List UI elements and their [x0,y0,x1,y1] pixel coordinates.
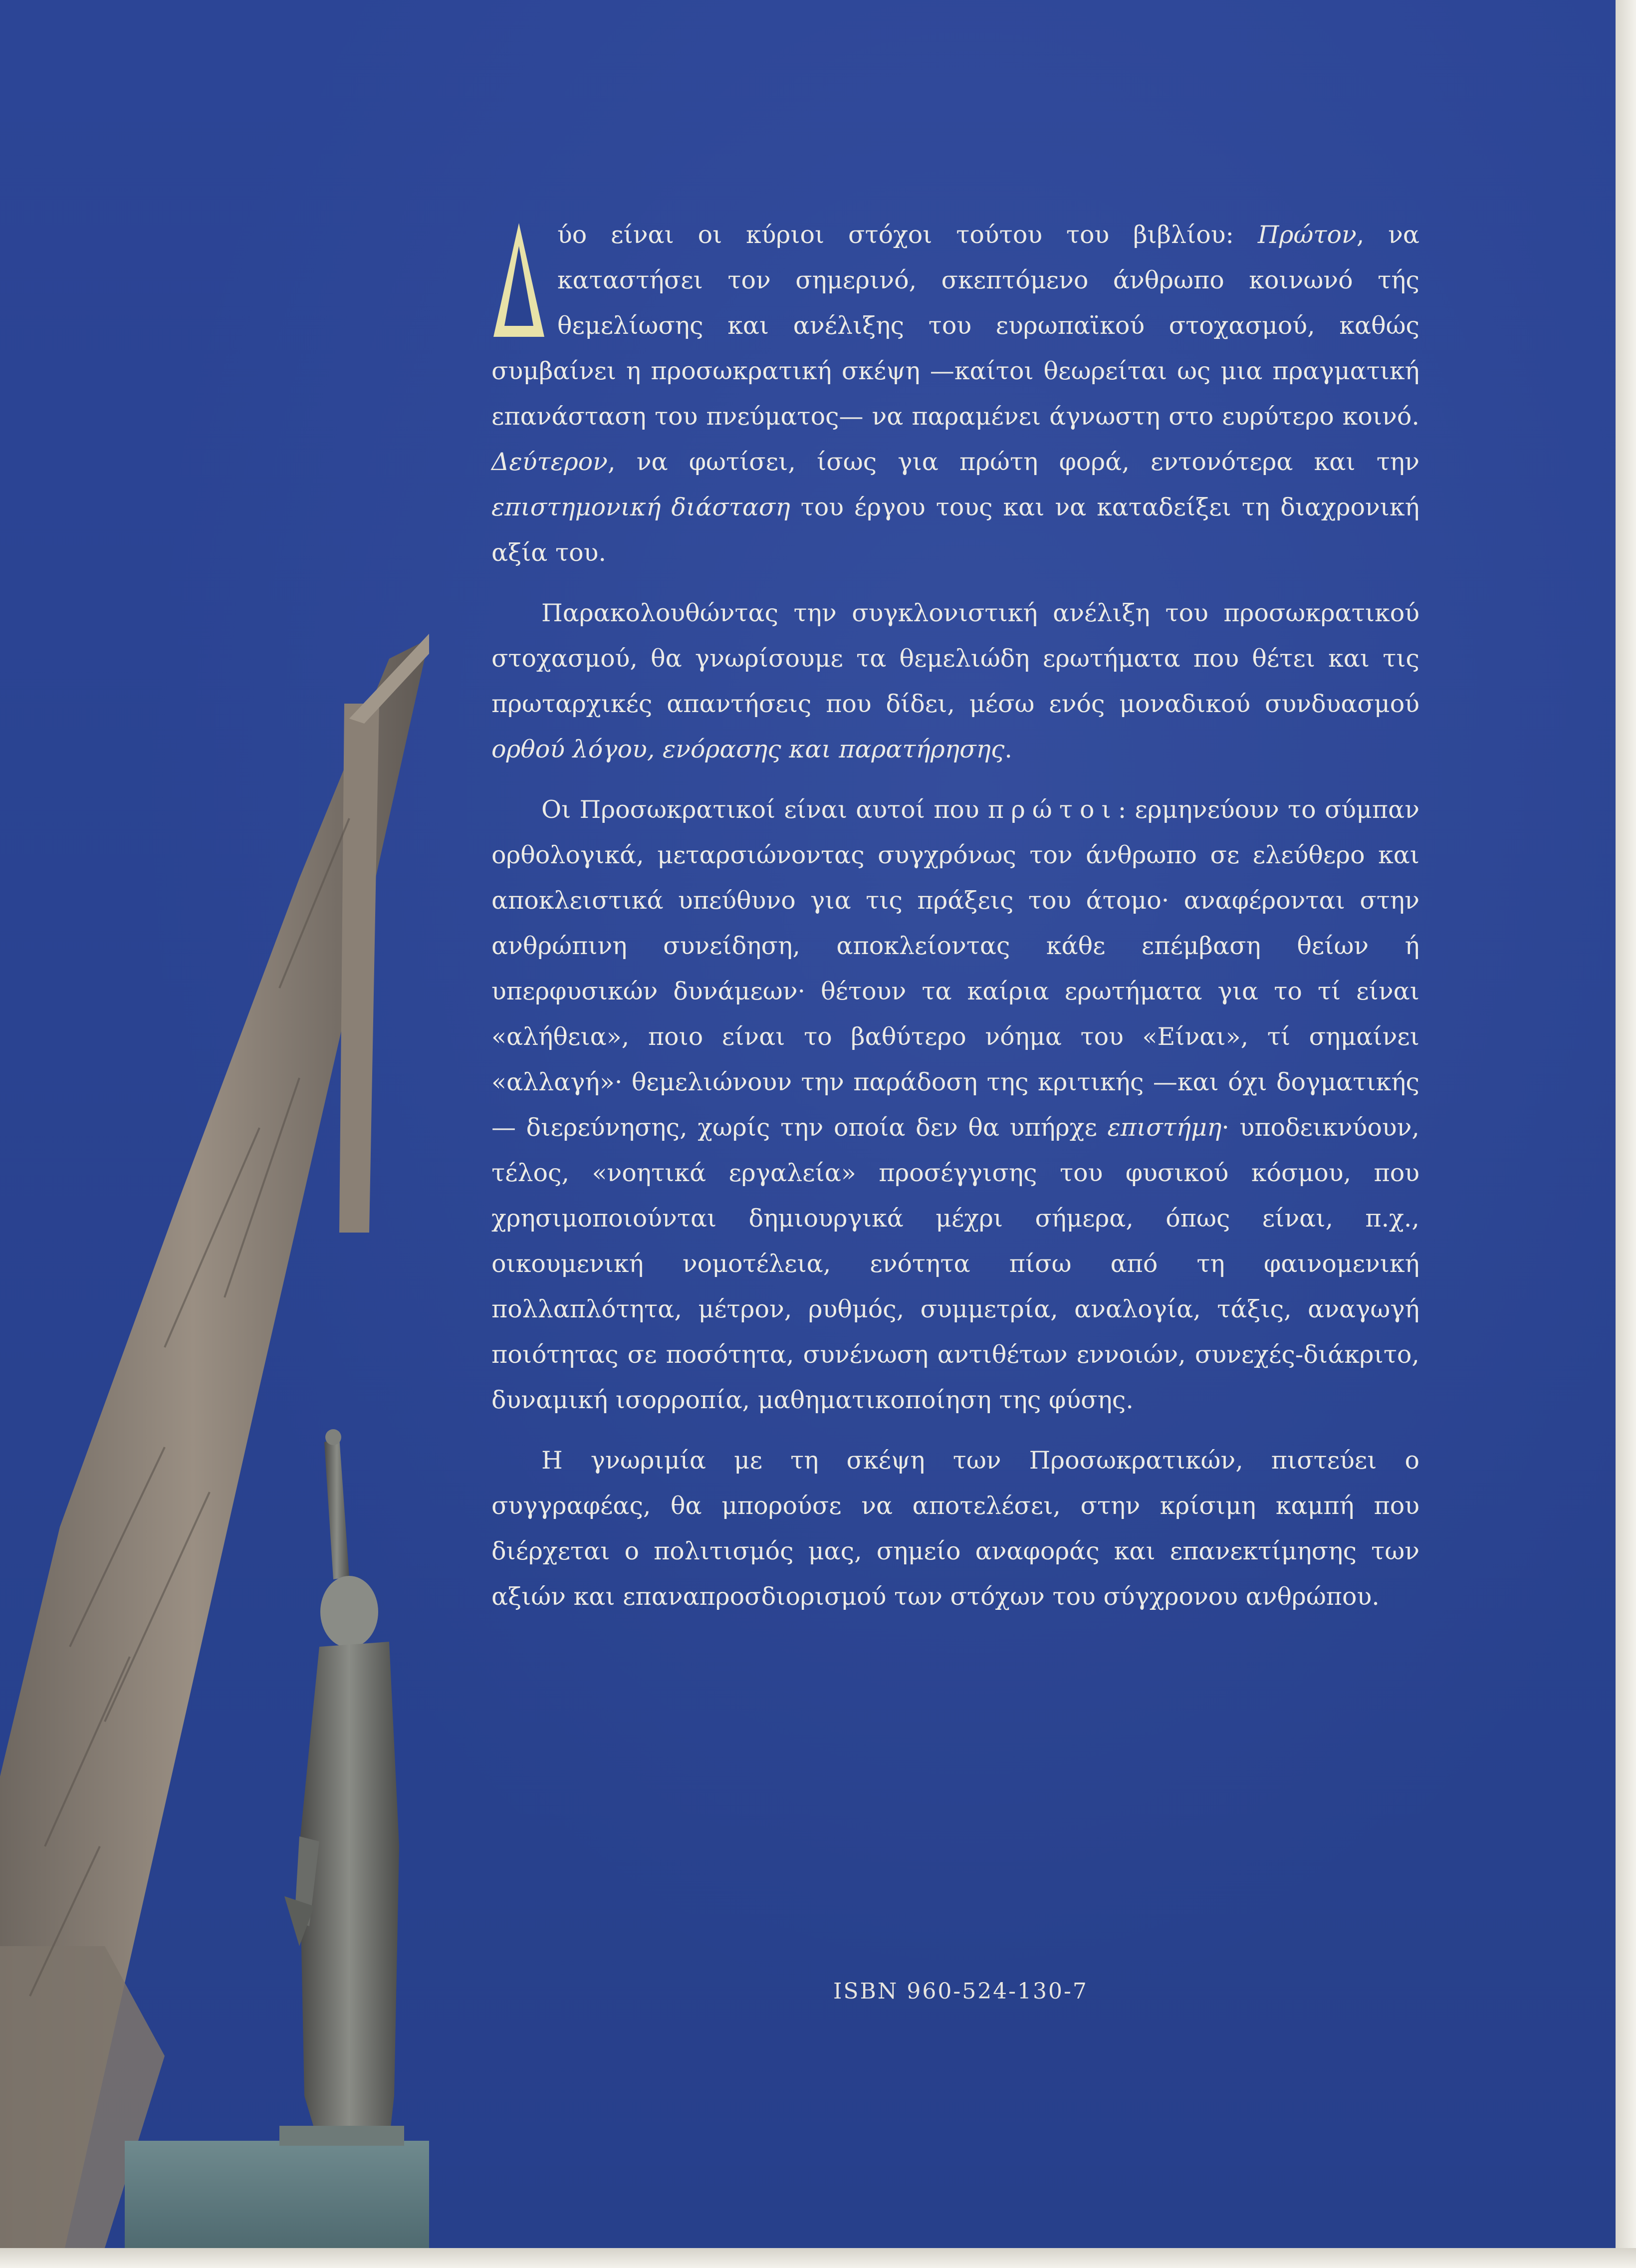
statue-figure [284,1429,399,2146]
p2-seg-3: . [1004,735,1012,763]
p1-seg-3: , να καταστήσει τον σημερινό, σκεπτόμενο άνθρωπο κοινωνό τής θεμελίωσης και ανέλιξης του ευρωπαϊκού στοχασμού, καθώς συμβαίνει η προσωκρατική σκέψη —καίτοι θεωρείται ως μια πραγματική επανάσταση του πνεύματος— να παραμένει άγνωστη στο ευρύτερο κοινό. [491,221,1419,431]
p1-seg-6: επιστημονική διάσταση [491,493,790,521]
statue-pedestal [125,2141,429,2248]
p1-seg-2: Πρώτον [1257,221,1357,249]
blurb-paragraph-4 [491,1438,1419,1619]
blurb-paragraph-2 [491,590,1419,772]
p4-seg-1: Η γνωριμία με τη σκέψη των Προσωκρατικών, πιστεύει ο συγγραφέας, θα μπορούσε να αποτελέσει, στην κρίσιμη καμπή που διέρχεται ο πολιτισμός μας, σημείο αναφοράς και επανεκτίμησης των αξιών και επαναπροσδιορισμού των στόχων του σύγχρονου ανθρώπου. [491,1446,1419,1611]
p3-seg-2: πρώτοι [987,795,1118,824]
paper-edge-right [1616,0,1636,2268]
blurb-text [491,212,1419,1634]
p2-seg-1: Παρακολουθώντας την συγκλονιστική ανέλιξη του προσωκρατικού στοχασμού, θα γνωρίσουμε τα θεμελιώδη ερωτήματα που θέτει και τις πρωταρχικές απαντήσεις που δίδει, μέσω ενός μοναδικού συνδυασμού [491,599,1419,718]
blurb-paragraph-3 [491,787,1419,1423]
p1-seg-1: ύο είναι οι κύριοι στόχοι τούτου του βιβλίου: [557,221,1258,249]
p3-seg-1: Οι Προσωκρατικοί είναι αυτοί που [541,795,988,824]
blurb-paragraph-1 [491,212,1419,575]
p1-seg-7: του έργου τους και να καταδείξει τη διαχρονική αξία του. [491,493,1419,567]
isbn-number: ISBN 960-524-130-7 [833,1979,1088,2004]
dropcap-delta [491,220,546,340]
p1-seg-5: , να φωτίσει, ίσως για πρώτη φορά, εντονότερα και την [607,448,1419,476]
p2-seg-2: ορθού λόγου, ενόρασης και παρατήρησης [491,735,1005,763]
p3-seg-5: · υποδεικνύουν, τέλος, «νοητικά εργαλεία» προσέγγισης του φυσικού κόσμου, που χρησιμοποιούνται δημιουργικά μέχρι σήμερα, όπως είναι, π.χ., οικουμενική νομοτέλεια, ενότητα πίσω από τη φαινομενική πολλαπλότητα, μέτρον, ρυθμός, συμμετρία, αναλογία, τάξις, αναγωγή ποιότητας σε ποσότητα, συνένωση αντιθέτων εννοιών, συνεχές-διάκριτο, δυναμική ισορροπία, μαθηματικοποίηση της φύσης. [491,1113,1419,1414]
p3-seg-3: : ερμηνεύουν το σύμπαν ορθολογικά, μεταρσιώνοντας συγχρόνως τον άνθρωπο σε ελεύθερο και αποκλειστικά υπεύθυνο για τις πράξεις του άτομο· αναφέρονται στην ανθρώπινη συνείδηση, αποκλείοντας κάθε επέμβαση θείων ή υπερφυσικών δυνάμεων· θέτουν τα καίρια ερωτήματα για το τί είναι «αλήθεια», ποιο είναι το βαθύτερο νόημα του «Είναι», τί σημαίνει «αλλαγή»· θεμελιώνουν την παράδοση της κριτικής —και όχι δογματικής— διερεύνησης, χωρίς την οποία δεν θα υπήρχε [491,795,1419,1142]
p1-seg-4: Δεύτερον [491,448,608,476]
paper-edge-bottom [0,2248,1636,2268]
monument-vertical-slab [339,704,379,1233]
p3-seg-4: επιστήμη [1107,1113,1222,1142]
